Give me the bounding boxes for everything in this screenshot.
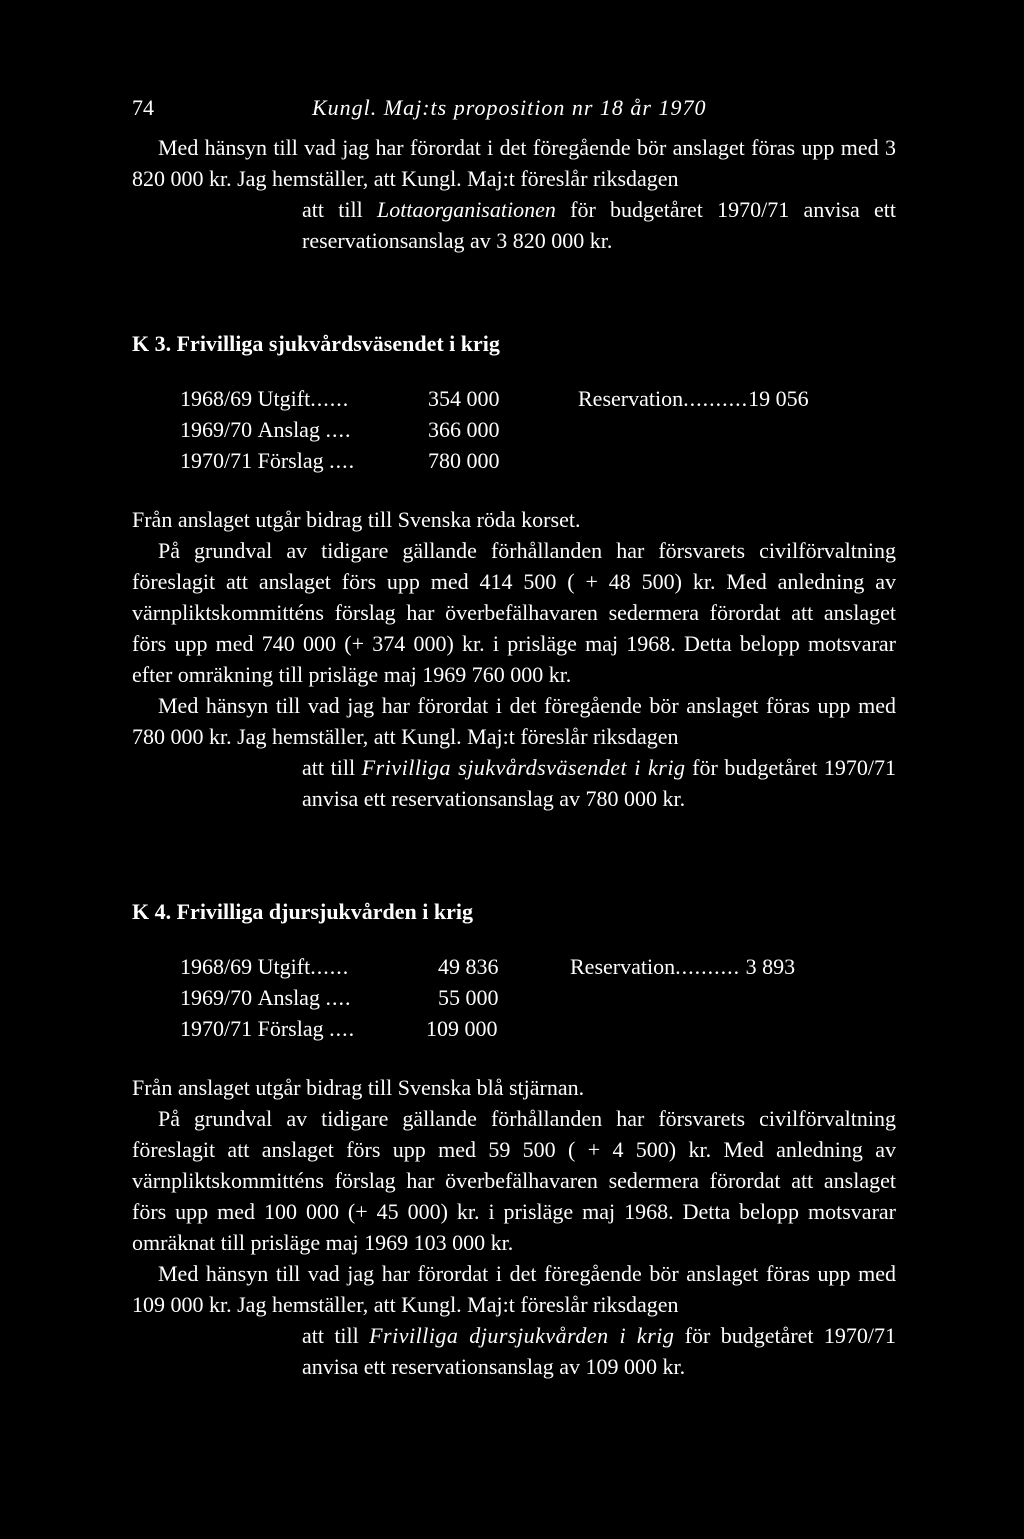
k4-paragraph-3: Med hänsyn till vad jag har förordat i det föregående bör anslaget föras upp med 109 000 kr. Jag hemställer, att Kungl. Maj:t föreslår riksdagen — [132, 1261, 896, 1317]
table-row: 1970/71 Förslag .... 780 000 — [180, 445, 896, 476]
section-heading-k4: K 4. Frivilliga djursjukvården i krig — [132, 899, 474, 924]
intro-paragraph: Med hänsyn till vad jag har förordat i det föregående bör anslaget föras upp med 3 820 000 kr. Jag hemställer, att Kungl. Maj:t föreslår riksdagen — [132, 135, 896, 191]
section-heading-k3: K 3. Frivilliga sjukvårdsväsendet i krig — [132, 331, 500, 356]
page-number: 74 — [132, 95, 154, 120]
k4-paragraph-1: Från anslaget utgår bidrag till Svenska blå stjärnan. — [132, 1075, 585, 1100]
running-title: Kungl. Maj:ts proposition nr 18 år 1970 — [312, 95, 707, 120]
table-row: 1970/71 Förslag .... 109 000 — [180, 1013, 896, 1044]
table-row: 1968/69 Utgift...... 354 000 Reservation..... 19 056 — [180, 383, 896, 414]
page-header — [132, 92, 896, 122]
decision-item-name: Frivilliga djursjukvården i krig — [369, 1323, 675, 1348]
appropriation-table-k4 — [180, 951, 896, 1044]
decision-item-name: Frivilliga sjukvårdsväsendet i krig — [361, 755, 686, 780]
intro-decision: att till Lottaorganisationen för budgetåret 1970/71 anvisa ett reservationsanslag av 3 820 000 kr. — [302, 197, 896, 253]
k3-paragraph-2: På grundval av tidigare gällande förhållanden har försvarets civilförvaltning föreslagit att anslaget förs upp med 414 500 ( + 48 500) kr. Med anledning av värnpliktskommitténs förslag har överbefälhavaren sedermera förordat att anslaget förs upp med 740 000 (+ 374 000) kr. i prisläge maj 1968. Detta belopp motsvarar efter omräkning till prisläge maj 1969 760 000 kr. — [132, 538, 896, 687]
table-row: 1969/70 Anslag .... 55 000 — [180, 982, 896, 1013]
decision-item-name: Lottaorganisationen — [376, 197, 556, 222]
k3-paragraph-1: Från anslaget utgår bidrag till Svenska röda korset. — [132, 507, 581, 532]
table-row: 1968/69 Utgift...... 49 836 Reservation..... 3 893 — [180, 951, 896, 982]
table-row: 1969/70 Anslag .... 366 000 — [180, 414, 896, 445]
document-page — [132, 92, 896, 1382]
k4-paragraph-2: På grundval av tidigare gällande förhållanden har försvarets civilförvaltning föreslagit att anslaget förs upp med 59 500 ( + 4 500) kr. Med anledning av värnpliktskommitténs förslag har överbefälhavaren sedermera förordat att anslaget förs upp med 100 000 (+ 45 000) kr. i prisläge maj 1968. Detta belopp motsvarar omräknat till prisläge maj 1969 103 000 kr. — [132, 1106, 896, 1255]
appropriation-table-k3 — [180, 383, 896, 476]
k3-paragraph-3: Med hänsyn till vad jag har förordat i det föregående bör anslaget föras upp med 780 000 kr. Jag hemställer, att Kungl. Maj:t föreslår riksdagen — [132, 693, 896, 749]
k4-decision: att till Frivilliga djursjukvården i krig för budgetåret 1970/71 anvisa ett reservationsanslag av 109 000 kr. — [302, 1323, 896, 1379]
k3-decision: att till Frivilliga sjukvårdsväsendet i krig för budgetåret 1970/71 anvisa ett reservationsanslag av 780 000 kr. — [302, 755, 896, 811]
